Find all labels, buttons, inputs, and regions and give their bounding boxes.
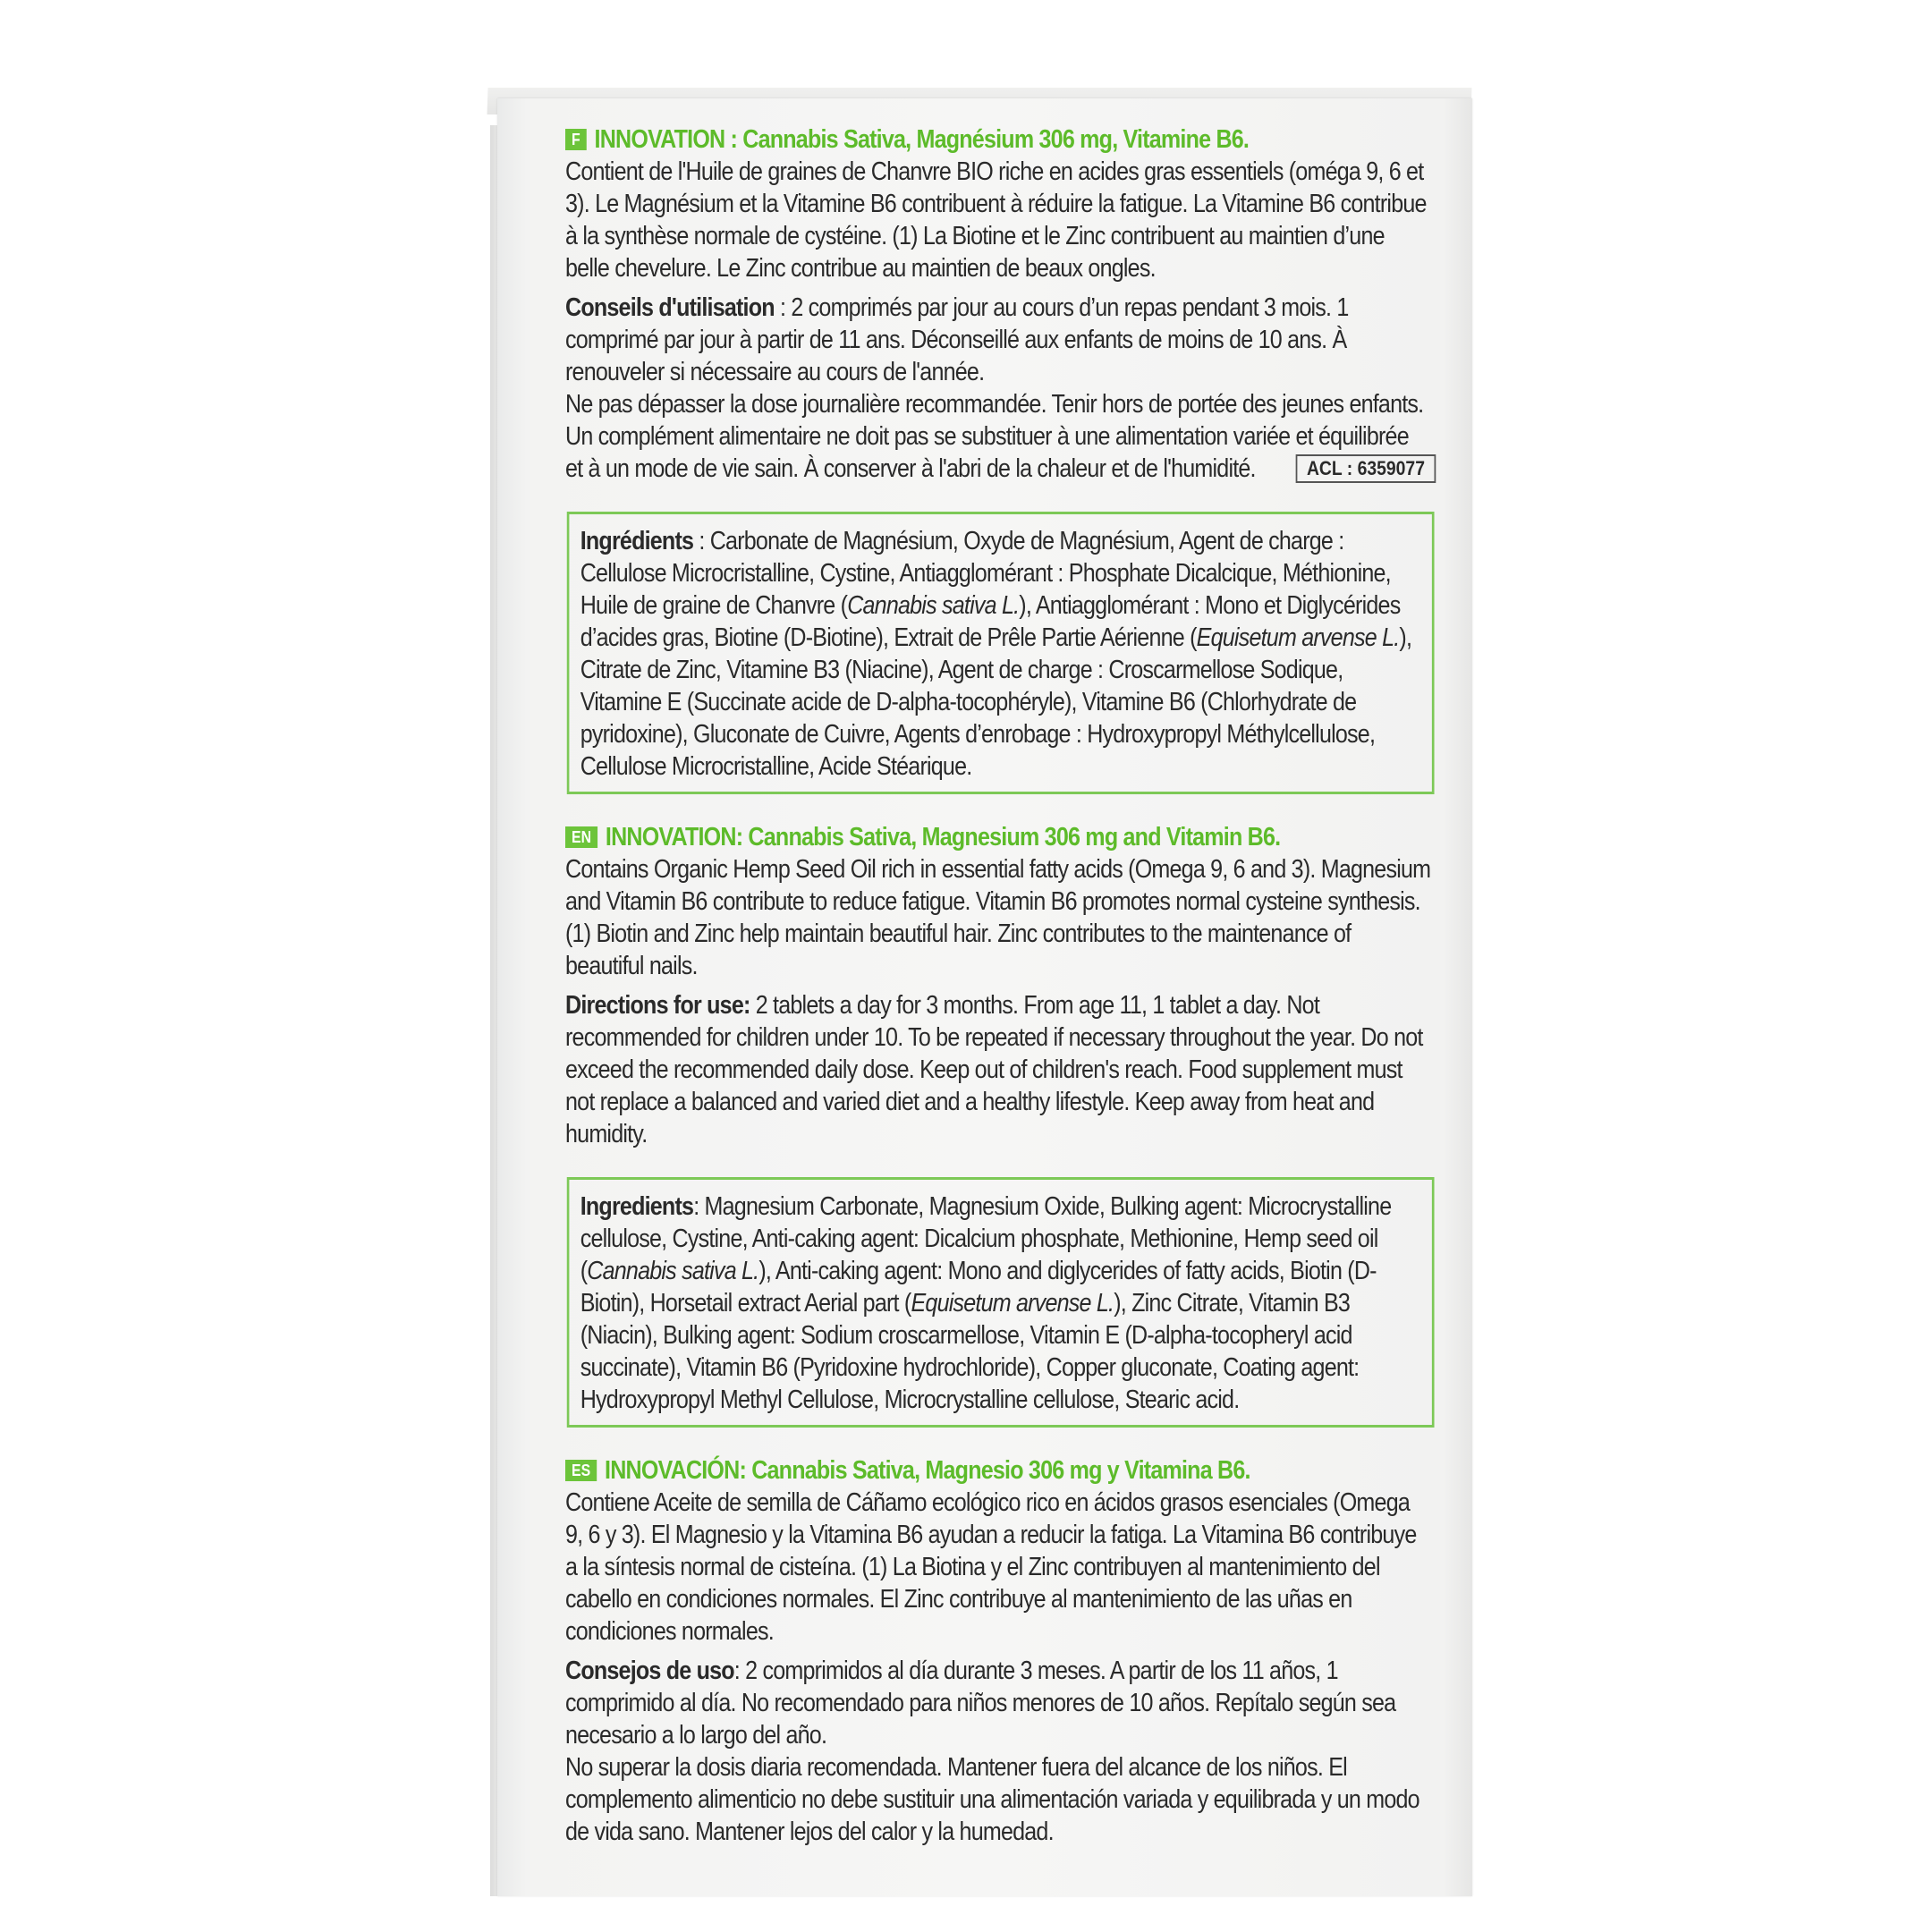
- lang-badge-fr: F: [565, 129, 587, 150]
- ingredients-italic-en-2: Equisetum arvense L.: [911, 1289, 1114, 1318]
- ingredients-text-fr-3: ), Citrate de Zinc, Vitamine B3 (Niacine), Agent de charge : Croscarmellose Sodique, Vitamine E (Succinate acide de D-alpha-tocophéryle), Vitamine B6 (Chlorhydrate de pyridoxine), Gluconate de Cuivre, Agents d’enrobage : Hydroxypropyl Méthylcellulose, Cellulose Microcristalline, Acide Stéarique.: [580, 623, 1412, 781]
- heading-en: [565, 821, 1431, 853]
- section-fr: [565, 123, 1431, 794]
- usage-label-es: Consejos de uso: [565, 1657, 734, 1685]
- ingredients-text-en-2: ), Anti-caking agent: Mono and diglycerides of fatty acids, Biotin (D-Biotin), Horsetail extract Aerial part (: [580, 1257, 1377, 1318]
- heading-text-es: INNOVACIÓN: Cannabis Sativa, Magnesio 306 mg y Vitamina B6.: [605, 1456, 1250, 1485]
- usage-text-fr: : 2 comprimés par jour au cours d’un repas pendant 3 mois. 1 comprimé par jour à partir de 11 ans. Déconseillé aux enfants de moins de 10 ans. À renouveler si nécessaire au cours de l'année.: [565, 293, 1349, 386]
- heading-fr: [565, 123, 1431, 156]
- heading-es: [565, 1454, 1431, 1487]
- lang-badge-en: EN: [565, 826, 597, 848]
- ingredients-box-fr: [567, 512, 1435, 794]
- heading-text-en: INNOVATION: Cannabis Sativa, Magnesium 306 mg and Vitamin B6.: [605, 823, 1281, 852]
- ingredients-italic-en-1: Cannabis sativa L.: [587, 1257, 759, 1285]
- ingredients-text-fr-2: ), Antiagglomérant : Mono et Diglycérides d’acides gras, Biotine (D-Biotine), Extrait de Prêle Partie Aérienne (: [580, 591, 1401, 652]
- usage-en: [565, 989, 1431, 1150]
- ingredients-text-fr-1: : Carbonate de Magnésium, Oxyde de Magnésium, Agent de charge : Cellulose Microcristalline, Cystine, Antiagglomérant : Phosphate Dicalcique, Méthionine, Huile de graine de Chanvre (: [580, 527, 1391, 620]
- label-text-area: [565, 123, 1431, 1848]
- ingredients-italic-fr-1: Cannabis sativa L.: [847, 591, 1020, 620]
- warning-fr: Ne pas dépasser la dose journalière recommandée. Tenir hors de portée des jeunes enfants. Un complément alimentaire ne doit pas se substituer à une alimentation variée et équilibrée et à un mode de vie sain. À conserver à l'abri de la chaleur et de l'humidité.: [565, 390, 1424, 483]
- usage-label-en: Directions for use:: [565, 991, 750, 1020]
- ingredients-en: [580, 1191, 1423, 1416]
- ingredients-label-fr: Ingrédients: [580, 527, 694, 555]
- warning-es: No superar la dosis diaria recomendada. Mantener fuera del alcance de los niños. El complemento alimenticio no debe sustituir una alimentación variada y equilibrada y un modo de vida sano. Mantener lejos del calor y la humedad.: [565, 1753, 1419, 1846]
- ingredients-label-en: Ingredients: [580, 1192, 694, 1221]
- ingredients-box-en: [567, 1177, 1435, 1428]
- usage-fr: [565, 292, 1431, 388]
- intro-fr: Contient de l'Huile de graines de Chanvre BIO riche en acides gras essentiels (oméga 9, 6 et 3). Le Magnésium et la Vitamine B6 contribuent à réduire la fatigue. La Vitamine B6 contribue à la synthèse normale de cystéine. (1) La Biotine et le Zinc contribuent au maintien d’une belle chevelure. Le Zinc contribue au maintien de beaux ongles.: [565, 157, 1427, 283]
- intro-es: Contiene Aceite de semilla de Cáñamo ecológico rico en ácidos grasos esenciales (Omega 9, 6 y 3). El Magnesio y la Vitamina B6 ayudan a reducir la fatiga. La Vitamina B6 contribuye a la síntesis normal de cisteína. (1) La Biotina y el Zinc contribuyen al mantenimiento del cabello en condiciones normales. El Zinc contribuye al mantenimiento de las uñas en condiciones normales.: [565, 1488, 1417, 1646]
- section-en: [565, 821, 1431, 1428]
- usage-text-en: 2 tablets a day for 3 months. From age 11, 1 tablet a day. Not recommended for children under 10. To be repeated if necessary throughout the year. Do not exceed the recommended daily dose. Keep out of children's reach. Food supplement must not replace a balanced and varied diet and a healthy lifestyle. Keep away from heat and humidity.: [565, 991, 1423, 1148]
- usage-text-es: : 2 comprimidos al día durante 3 meses. A partir de los 11 años, 1 comprimido al día. No recomendado para niños menores de 10 años. Repítalo según sea necesario a lo largo del año.: [565, 1657, 1396, 1750]
- ingredients-text-en-1: : Magnesium Carbonate, Magnesium Oxide, Bulking agent: Microcrystalline cellulose, Cystine, Anti-caking agent: Dicalcium phosphate, Methionine, Hemp seed oil (: [580, 1192, 1392, 1285]
- usage-label-fr: Conseils d'utilisation: [565, 293, 775, 322]
- usage-es: [565, 1655, 1431, 1751]
- acl-code: ACL : 6359077: [1296, 454, 1436, 483]
- ingredients-text-en-3: ), Zinc Citrate, Vitamin B3 (Niacin), Bulking agent: Sodium croscarmellose, Vitamin E (D-alpha-tocopheryl acid succinate), Vitamin B6 (Pyridoxine hydrochloride), Copper gluconate, Coating agent: Hydroxypropyl Methyl Cellulose, Microcrystalline cellulose, Stearic acid.: [580, 1289, 1360, 1414]
- heading-text-fr: INNOVATION : Cannabis Sativa, Magnésium 306 mg, Vitamine B6.: [594, 125, 1250, 154]
- lang-badge-es: ES: [565, 1460, 597, 1481]
- ingredients-fr: [580, 525, 1423, 783]
- section-es: [565, 1454, 1431, 1848]
- ingredients-italic-fr-2: Equisetum arvense L.: [1196, 623, 1400, 652]
- intro-en: Contains Organic Hemp Seed Oil rich in essential fatty acids (Omega 9, 6 and 3). Magnesium and Vitamin B6 contribute to reduce fatigue. Vitamin B6 promotes normal cysteine synthesis. (1) Biotin and Zinc help maintain beautiful hair. Zinc contributes to the maintenance of beautiful nails.: [565, 855, 1431, 980]
